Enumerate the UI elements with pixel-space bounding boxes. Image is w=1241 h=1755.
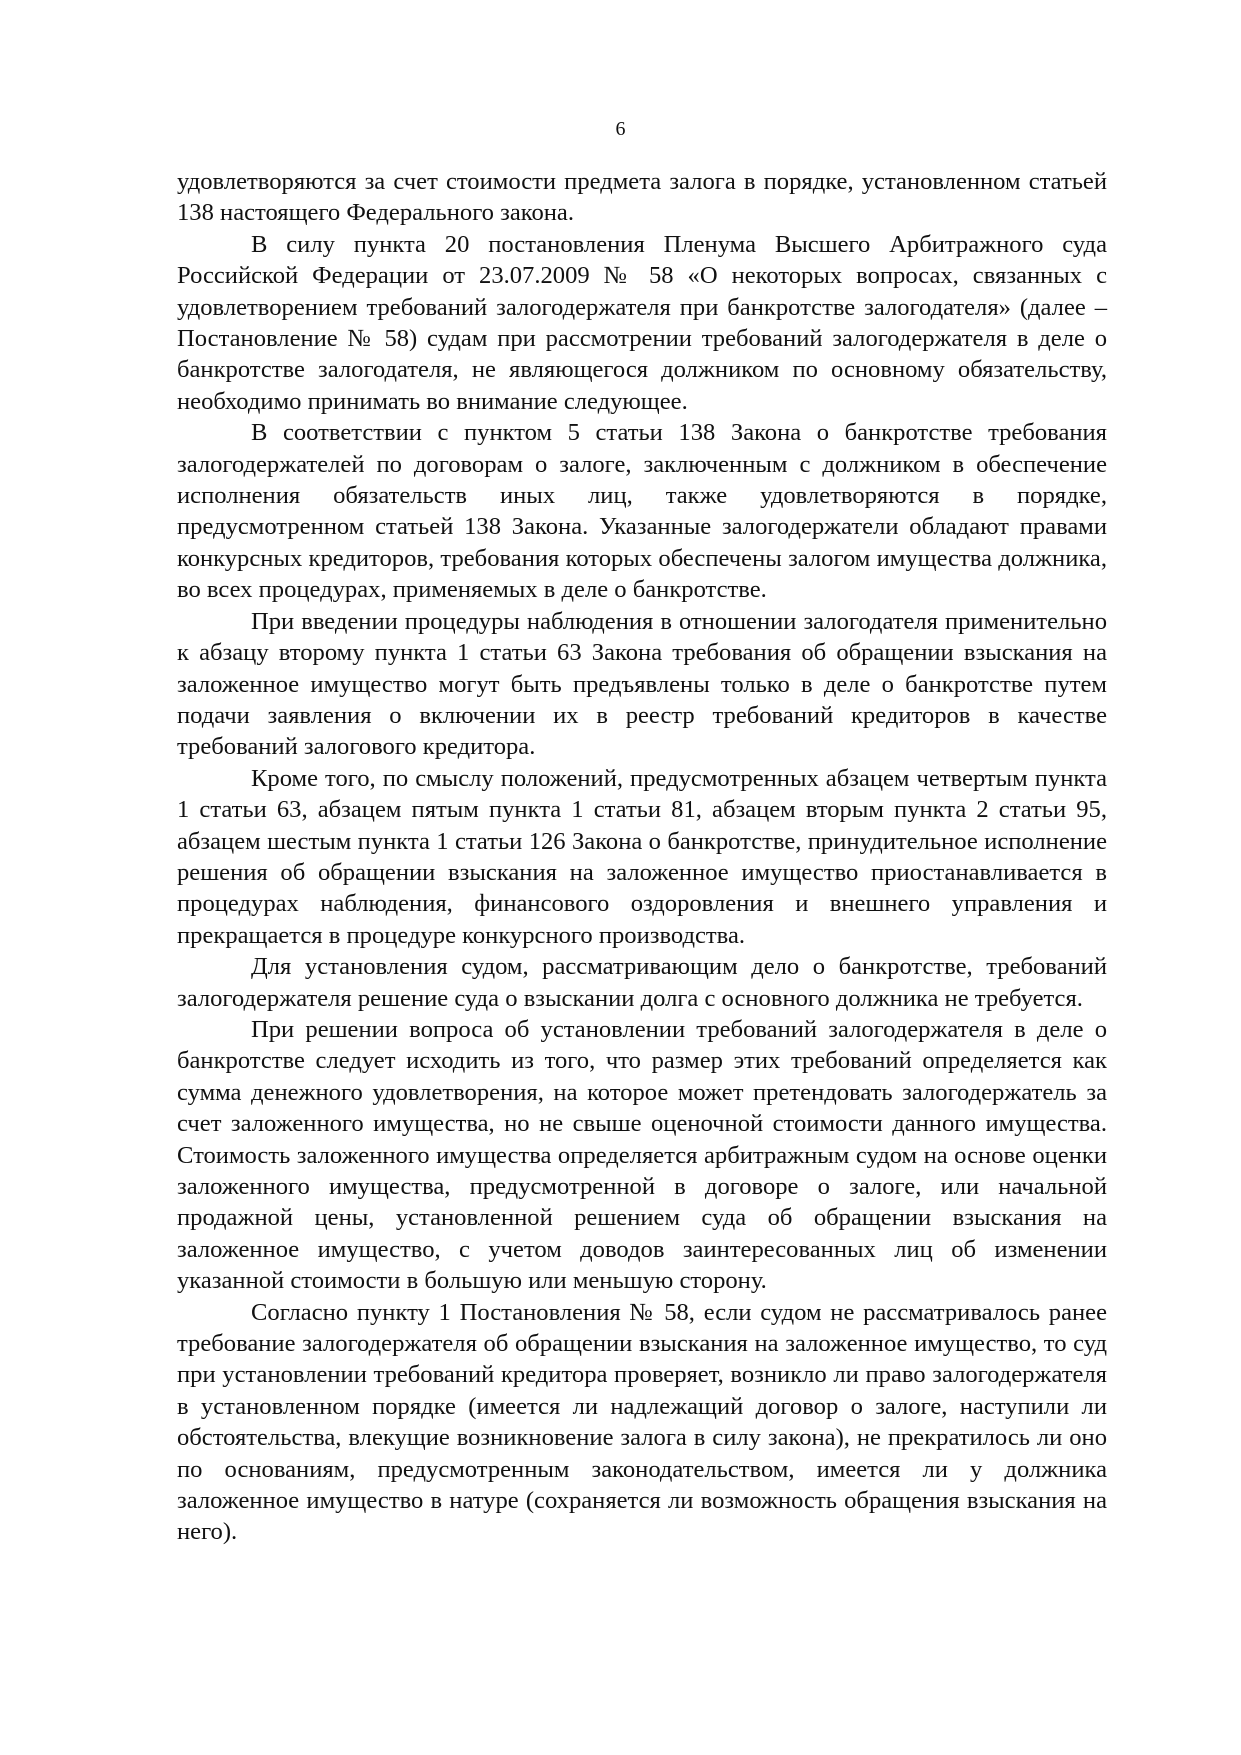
paragraph: При введении процедуры наблюдения в отношении залогодателя применительно к абзацу второму пункта 1 статьи 63 Закона требования об обращении взыскания на заложенное имущество могут быть предъявлены только в деле о банкротстве путем подачи заявления о включении их в реестр требований кредиторов в качестве требований залогового кредитора. bbox=[177, 607, 1107, 761]
paragraph: Согласно пункту 1 Постановления № 58, если судом не рассматривалось ранее требование залогодержателя об обращении взыскания на заложенное имущество, то суд при установлении требований кредитора проверяет, возникло ли право залогодержателя в установленном порядке (имеется ли надлежащий договор о залоге, наступили ли обстоятельства, влекущие возникновение залога в силу закона), не прекратилось ли оно по основаниям, предусмотренным законодательством, имеется ли у должника заложенное имущество в натуре (сохраняется ли возможность обращения взыскания на него). bbox=[177, 1298, 1107, 1546]
paragraph: Для установления судом, рассматривающим дело о банкротстве, требований залогодержателя решение суда о взыскании долга с основного должника не требуется. bbox=[177, 953, 1107, 1012]
page-number: 6 bbox=[615, 118, 626, 140]
paragraph: В соответствии с пунктом 5 статьи 138 Закона о банкротстве требования залогодержателей по договорам о залоге, заключенным с должником в обеспечение исполнения обязательств иных лиц, также удовлетворяются в порядке, предусмотренном статьей 138 Закона. Указанные залогодержатели обладают правами конкурсных кредиторов, требования которых обеспечены залогом имущества должника, во всех процедурах, применяемых в деле о банкротстве. bbox=[177, 419, 1107, 604]
document-body bbox=[177, 166, 1107, 1548]
paragraph: В силу пункта 20 постановления Пленума Высшего Арбитражного суда Российской Федерации от 23.07.2009 № 58 «О некоторых вопросах, связанных с удовлетворением требований залогодержателя при банкротстве залогодателя» (далее – Постановление № 58) судам при рассмотрении требований залогодержателя в деле о банкротстве залогодателя, не являющегося должником по основному обязательству, необходимо принимать во внимание следующее. bbox=[177, 230, 1107, 415]
paragraph: Кроме того, по смыслу положений, предусмотренных абзацем четвертым пункта 1 статьи 63, абзацем пятым пункта 1 статьи 81, абзацем вторым пункта 2 статьи 95, абзацем шестым пункта 1 статьи 126 Закона о банкротстве, принудительное исполнение решения об обращении взыскания на заложенное имущество приостанавливается в процедурах наблюдения, финансового оздоровления и внешнего управления и прекращается в процедуре конкурсного производства. bbox=[177, 764, 1107, 949]
paragraph: При решении вопроса об установлении требований залогодержателя в деле о банкротстве следует исходить из того, что размер этих требований определяется как сумма денежного удовлетворения, на которое может претендовать залогодержатель за счет заложенного имущества, но не свыше оценочной стоимости данного имущества. Стоимость заложенного имущества определяется арбитражным судом на основе оценки заложенного имущества, предусмотренной в договоре о залоге, или начальной продажной цены, установленной решением суда об обращении взыскания на заложенное имущество, с учетом доводов заинтересованных лиц об изменении указанной стоимости в большую или меньшую сторону. bbox=[177, 1015, 1107, 1295]
paragraph-continuation: удовлетворяются за счет стоимости предмета залога в порядке, установленном статьей 138 настоящего Федерального закона. bbox=[177, 168, 1107, 227]
